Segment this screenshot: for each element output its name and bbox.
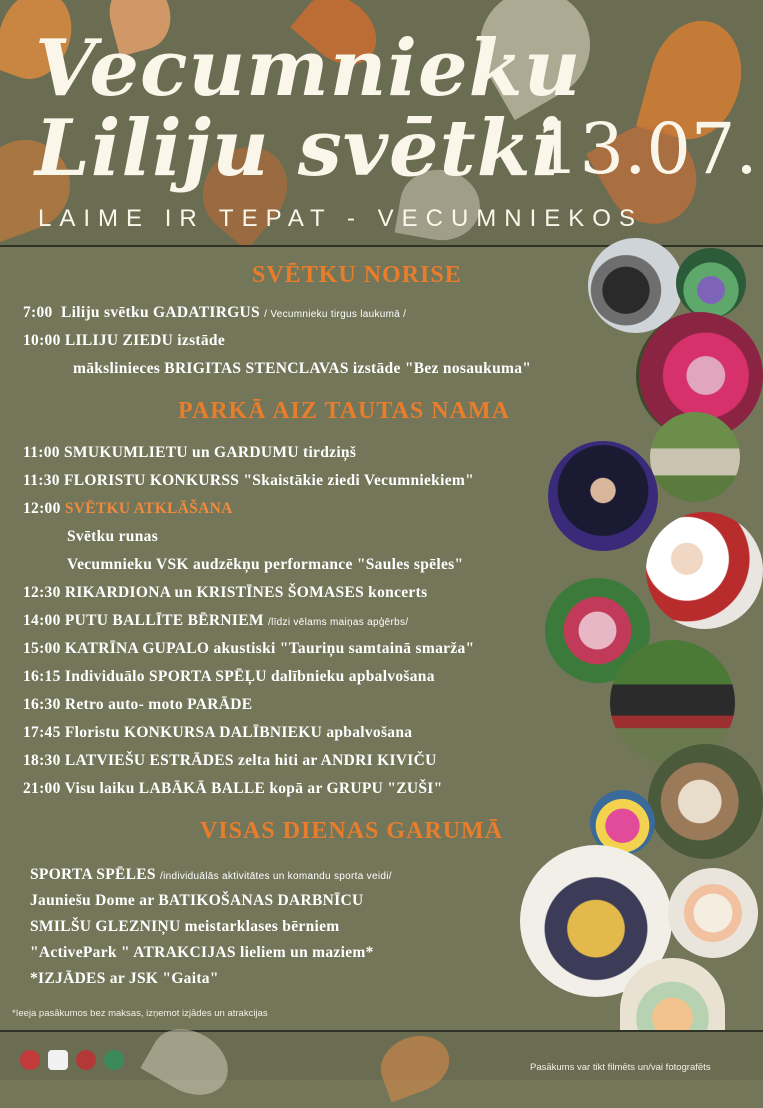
row-note: /līdzi vēlams maiņas apģērbs/ [267, 617, 409, 628]
row-text: SVĒTKU ATKLĀŠANA [64, 500, 233, 517]
row-time: 21:00 [23, 780, 61, 797]
row-time: 12:00 [23, 500, 61, 517]
coat-of-arms-logo [48, 1050, 68, 1070]
title-line-1: Vecumnieku [35, 23, 582, 114]
row-text: Retro auto- moto PARĀDE [64, 696, 253, 713]
row-text: FLORISTU KONKURSS "Skaistākie ziedi Vecumniekiem" [64, 472, 474, 489]
row-text: Liliju svētku GADATIRGUS [60, 304, 260, 321]
footnote: *Ieeja pasākumos bez maksas, izņemot izjādes un atrakcijas [12, 1008, 268, 1019]
row-text: SPORTA SPĒLES [30, 866, 156, 883]
photo-retro-cars [650, 412, 740, 502]
lily-decoration [373, 1027, 458, 1103]
row-text: Individuālo SPORTA SPĒĻU dalībnieku apbalvošana [64, 668, 435, 685]
schedule-row [23, 500, 233, 518]
row-text: RIKARDIONA un KRISTĪNES ŠOMASES koncerts [64, 584, 428, 601]
schedule-row [23, 640, 474, 658]
row-time: 7:00 [23, 304, 53, 321]
row-time: 11:00 [23, 444, 60, 461]
activity-row [30, 970, 219, 988]
schedule-row [23, 612, 408, 630]
activity-row [30, 918, 339, 936]
row-text: KATRĪNA GUPALO akustiski "Tauriņu samtainā smarža" [64, 640, 475, 657]
schedule-row [23, 780, 443, 798]
filming-note: Pasākums var tikt filmēts un/vai fotografēts [530, 1062, 711, 1073]
row-time: 18:30 [23, 752, 61, 769]
schedule-row [73, 360, 531, 378]
row-time: 15:00 [23, 640, 61, 657]
row-text: "ActivePark " ATRAKCIJAS lieliem un maziem* [30, 944, 374, 961]
community-logo [104, 1050, 124, 1070]
row-text: *IZJĀDES ar JSK "Gaita" [30, 970, 219, 987]
schedule-row [23, 696, 252, 714]
row-note: /individuālās aktivitātes un komandu sporta veidi/ [160, 871, 392, 882]
row-time: 17:45 [23, 724, 61, 741]
row-time: 11:30 [23, 472, 60, 489]
row-text: Svētku runas [67, 528, 159, 545]
row-text: Floristu KONKURSA DALĪBNIEKU apbalvošana [64, 724, 413, 741]
schedule-row [23, 668, 435, 686]
row-note: / Vecumnieku tirgus laukumā / [264, 309, 407, 320]
row-text: Visu laiku LABĀKĀ BALLE kopā ar GRUPU "ZUŠI" [64, 780, 443, 797]
photo-foam-party [668, 868, 758, 958]
schedule-row [23, 472, 474, 490]
region-logo [76, 1050, 96, 1070]
row-time: 16:15 [23, 668, 61, 685]
schedule-row [23, 752, 437, 770]
row-text: SMILŠU GLEZNIŅU meistarklases bērniem [30, 918, 340, 935]
section-title-norise: SVĒTKU NORISE [252, 262, 462, 288]
row-text: PUTU BALLĪTE BĒRNIEM [64, 612, 264, 629]
schedule-row [67, 528, 158, 546]
schedule-row [23, 332, 225, 350]
row-time: 14:00 [23, 612, 61, 629]
row-text: SMUKUMLIETU un GARDUMU tirdziņš [64, 444, 357, 461]
event-date: 13.07. [535, 108, 758, 190]
tagline: LAIME IR TEPAT - VECUMNIEKOS [38, 205, 643, 232]
row-text: mākslinieces BRIGITAS STENCLAVAS izstāde "Bez nosaukuma" [73, 360, 532, 377]
photo-singer-guitar [548, 441, 658, 551]
section-title-parks: PARKĀ AIZ TAUTAS NAMA [178, 398, 510, 424]
schedule-row [23, 584, 427, 602]
schedule-row [23, 444, 356, 462]
row-time: 12:30 [23, 584, 61, 601]
photo-market-crafts [676, 248, 746, 318]
schedule-row [23, 304, 406, 322]
row-text: Jauniešu Dome ar BATIKOŠANAS DARBNĪCU [30, 892, 364, 909]
photo-horse-rider [648, 744, 763, 859]
row-text: Vecumnieku VSK audzēkņu performance "Saules spēles" [67, 556, 464, 573]
row-time: 10:00 [23, 332, 61, 349]
section-title-visas: VISAS DIENAS GARUMĀ [200, 818, 504, 844]
activity-row [30, 866, 392, 884]
row-text: LATVIEŠU ESTRĀDES zelta hiti ar ANDRI KIVIČU [64, 752, 437, 769]
header-banner [0, 0, 763, 245]
photo-duo-accordion [646, 512, 763, 629]
row-text: LILIJU ZIEDU izstāde [64, 332, 226, 349]
activity-row [30, 944, 374, 962]
title-line-2: Liliju svētki [35, 103, 563, 194]
schedule-row [23, 724, 412, 742]
municipality-logo [20, 1050, 40, 1070]
activity-row [30, 892, 363, 910]
row-time: 16:30 [23, 696, 61, 713]
schedule-row [67, 556, 463, 574]
